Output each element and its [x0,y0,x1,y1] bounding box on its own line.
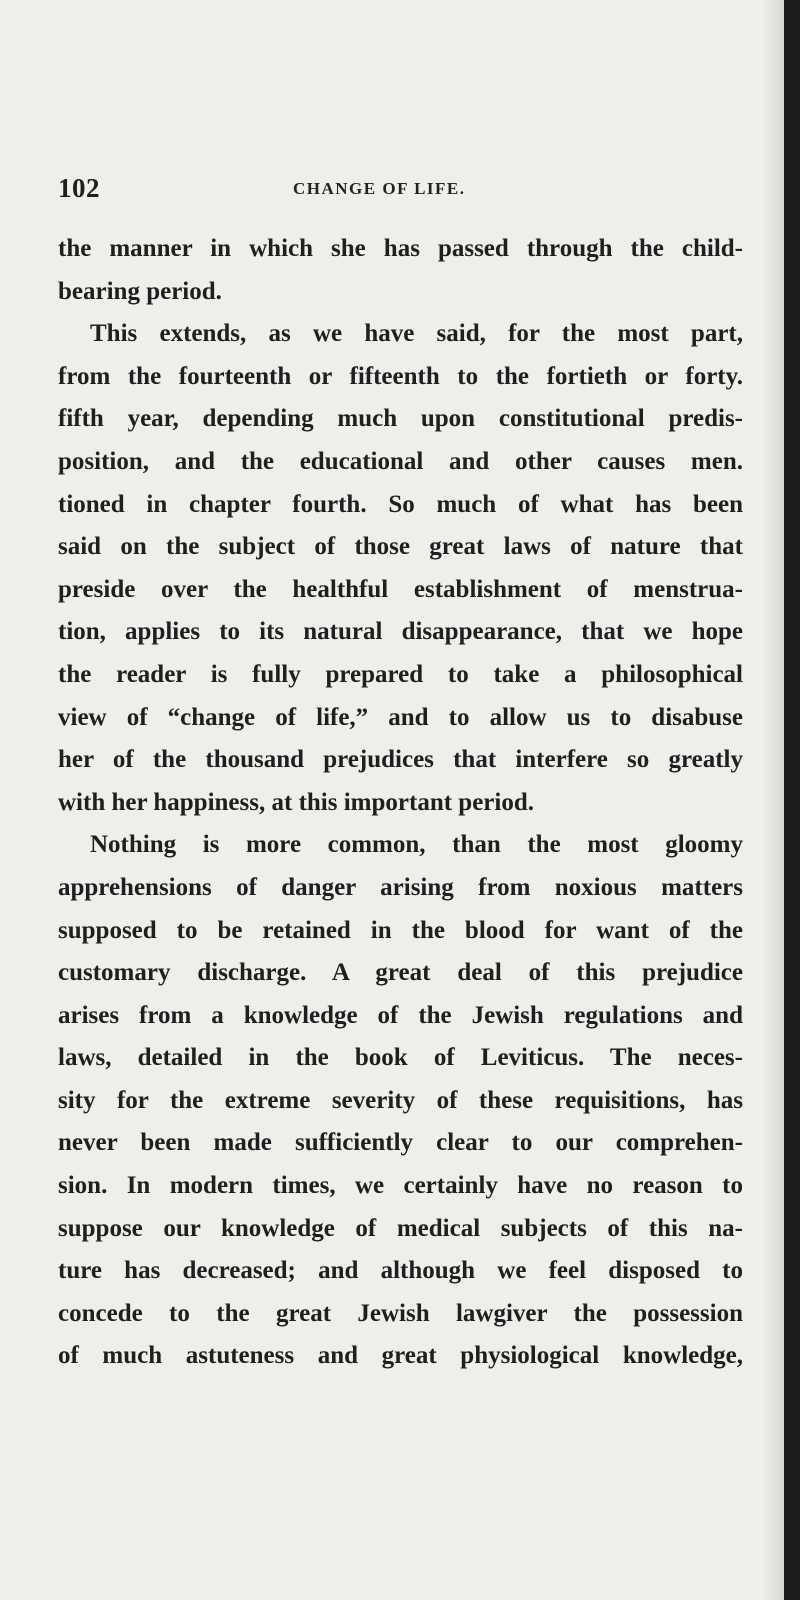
text-line: arises from a knowledge of the Jewish regulations and [58,1001,743,1029]
text-line: tion, applies to its natural disappearance, that we hope [58,618,743,646]
text-line: preside over the healthful establishment of menstrua- [58,575,743,603]
text-line: fifth year, depending much upon constitutional predis- [58,405,743,433]
text-line: view of “change of life,” and to allow us to disabuse [58,703,743,731]
text-line: with her happiness, at this important period. [58,788,534,816]
text-line: laws, detailed in the book of Leviticus. The neces- [58,1044,743,1072]
text-line: from the fourteenth or fifteenth to the fortieth or forty. [58,362,743,390]
text-line: sity for the extreme severity of these requisitions, has [58,1086,743,1114]
text-line: her of the thousand prejudices that interfere so greatly [58,746,743,774]
text-line: position, and the educational and other causes men. [58,447,743,475]
text-line: said on the subject of those great laws of nature that [58,533,743,561]
book-binding-edge [784,0,800,1600]
running-title: CHANGE OF LIFE. [293,179,466,198]
text-line: bearing period. [58,277,222,305]
text-line: suppose our knowledge of medical subjects of this na- [58,1214,743,1242]
text-line: never been made sufficiently clear to our comprehen- [58,1129,743,1157]
text-line: apprehensions of danger arising from noxious matters [58,873,743,901]
text-line: supposed to be retained in the blood for want of the [58,916,743,944]
text-line: tioned in chapter fourth. So much of what has been [58,490,743,518]
text-line: ture has decreased; and although we feel disposed to [58,1257,743,1285]
text-line: of much astuteness and great physiological knowledge, [58,1342,743,1370]
text-line: the manner in which she has passed through the child- [58,235,743,262]
page-number: 102 [58,173,100,203]
running-head [58,173,718,203]
text-line: Nothing is more common, than the most gloomy [90,831,743,859]
text-line: sion. In modern times, we certainly have no reason to [58,1172,743,1200]
text-line: concede to the great Jewish lawgiver the possession [58,1299,743,1327]
text-line: customary discharge. A great deal of this prejudice [58,959,743,987]
body-text [58,228,743,1378]
text-line: This extends, as we have said, for the most part, [90,320,743,348]
text-line: the reader is fully prepared to take a philosophical [58,660,743,688]
binding-shadow [762,0,784,1600]
